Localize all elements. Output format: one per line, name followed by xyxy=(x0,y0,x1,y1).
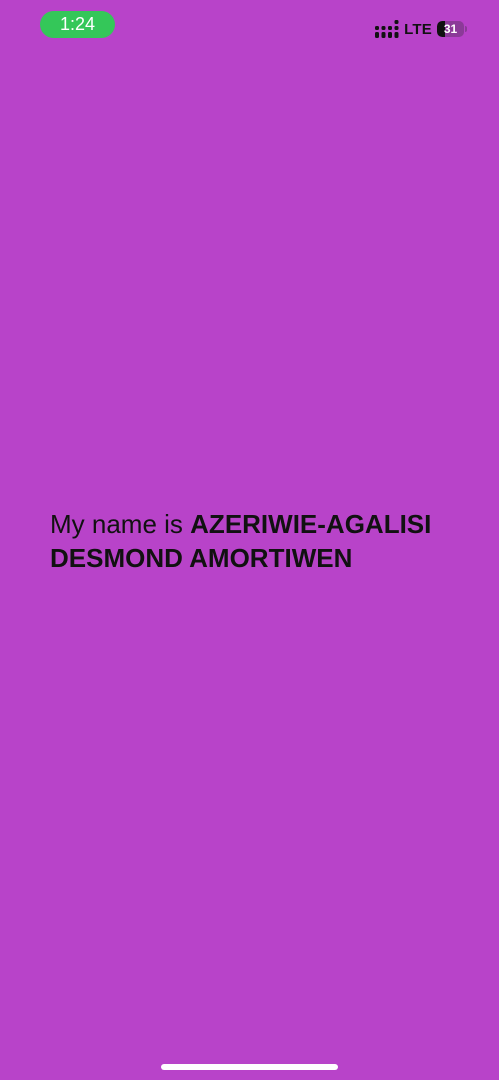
battery-level: 31 xyxy=(443,22,458,36)
intro-text xyxy=(50,507,470,575)
status-time[interactable]: 1:24 xyxy=(40,11,115,38)
status-indicators xyxy=(375,18,467,40)
home-indicator[interactable] xyxy=(161,1064,338,1070)
person-name: AZERIWIE-AGALISI DESMOND AMORTIWEN xyxy=(50,509,432,573)
battery-icon xyxy=(437,21,467,37)
cellular-signal-icon xyxy=(375,20,399,38)
status-bar xyxy=(0,0,499,50)
battery-nub xyxy=(465,26,467,32)
network-type-label: LTE xyxy=(404,20,432,38)
intro-prefix: My name is xyxy=(50,509,183,539)
battery-body xyxy=(437,21,464,37)
